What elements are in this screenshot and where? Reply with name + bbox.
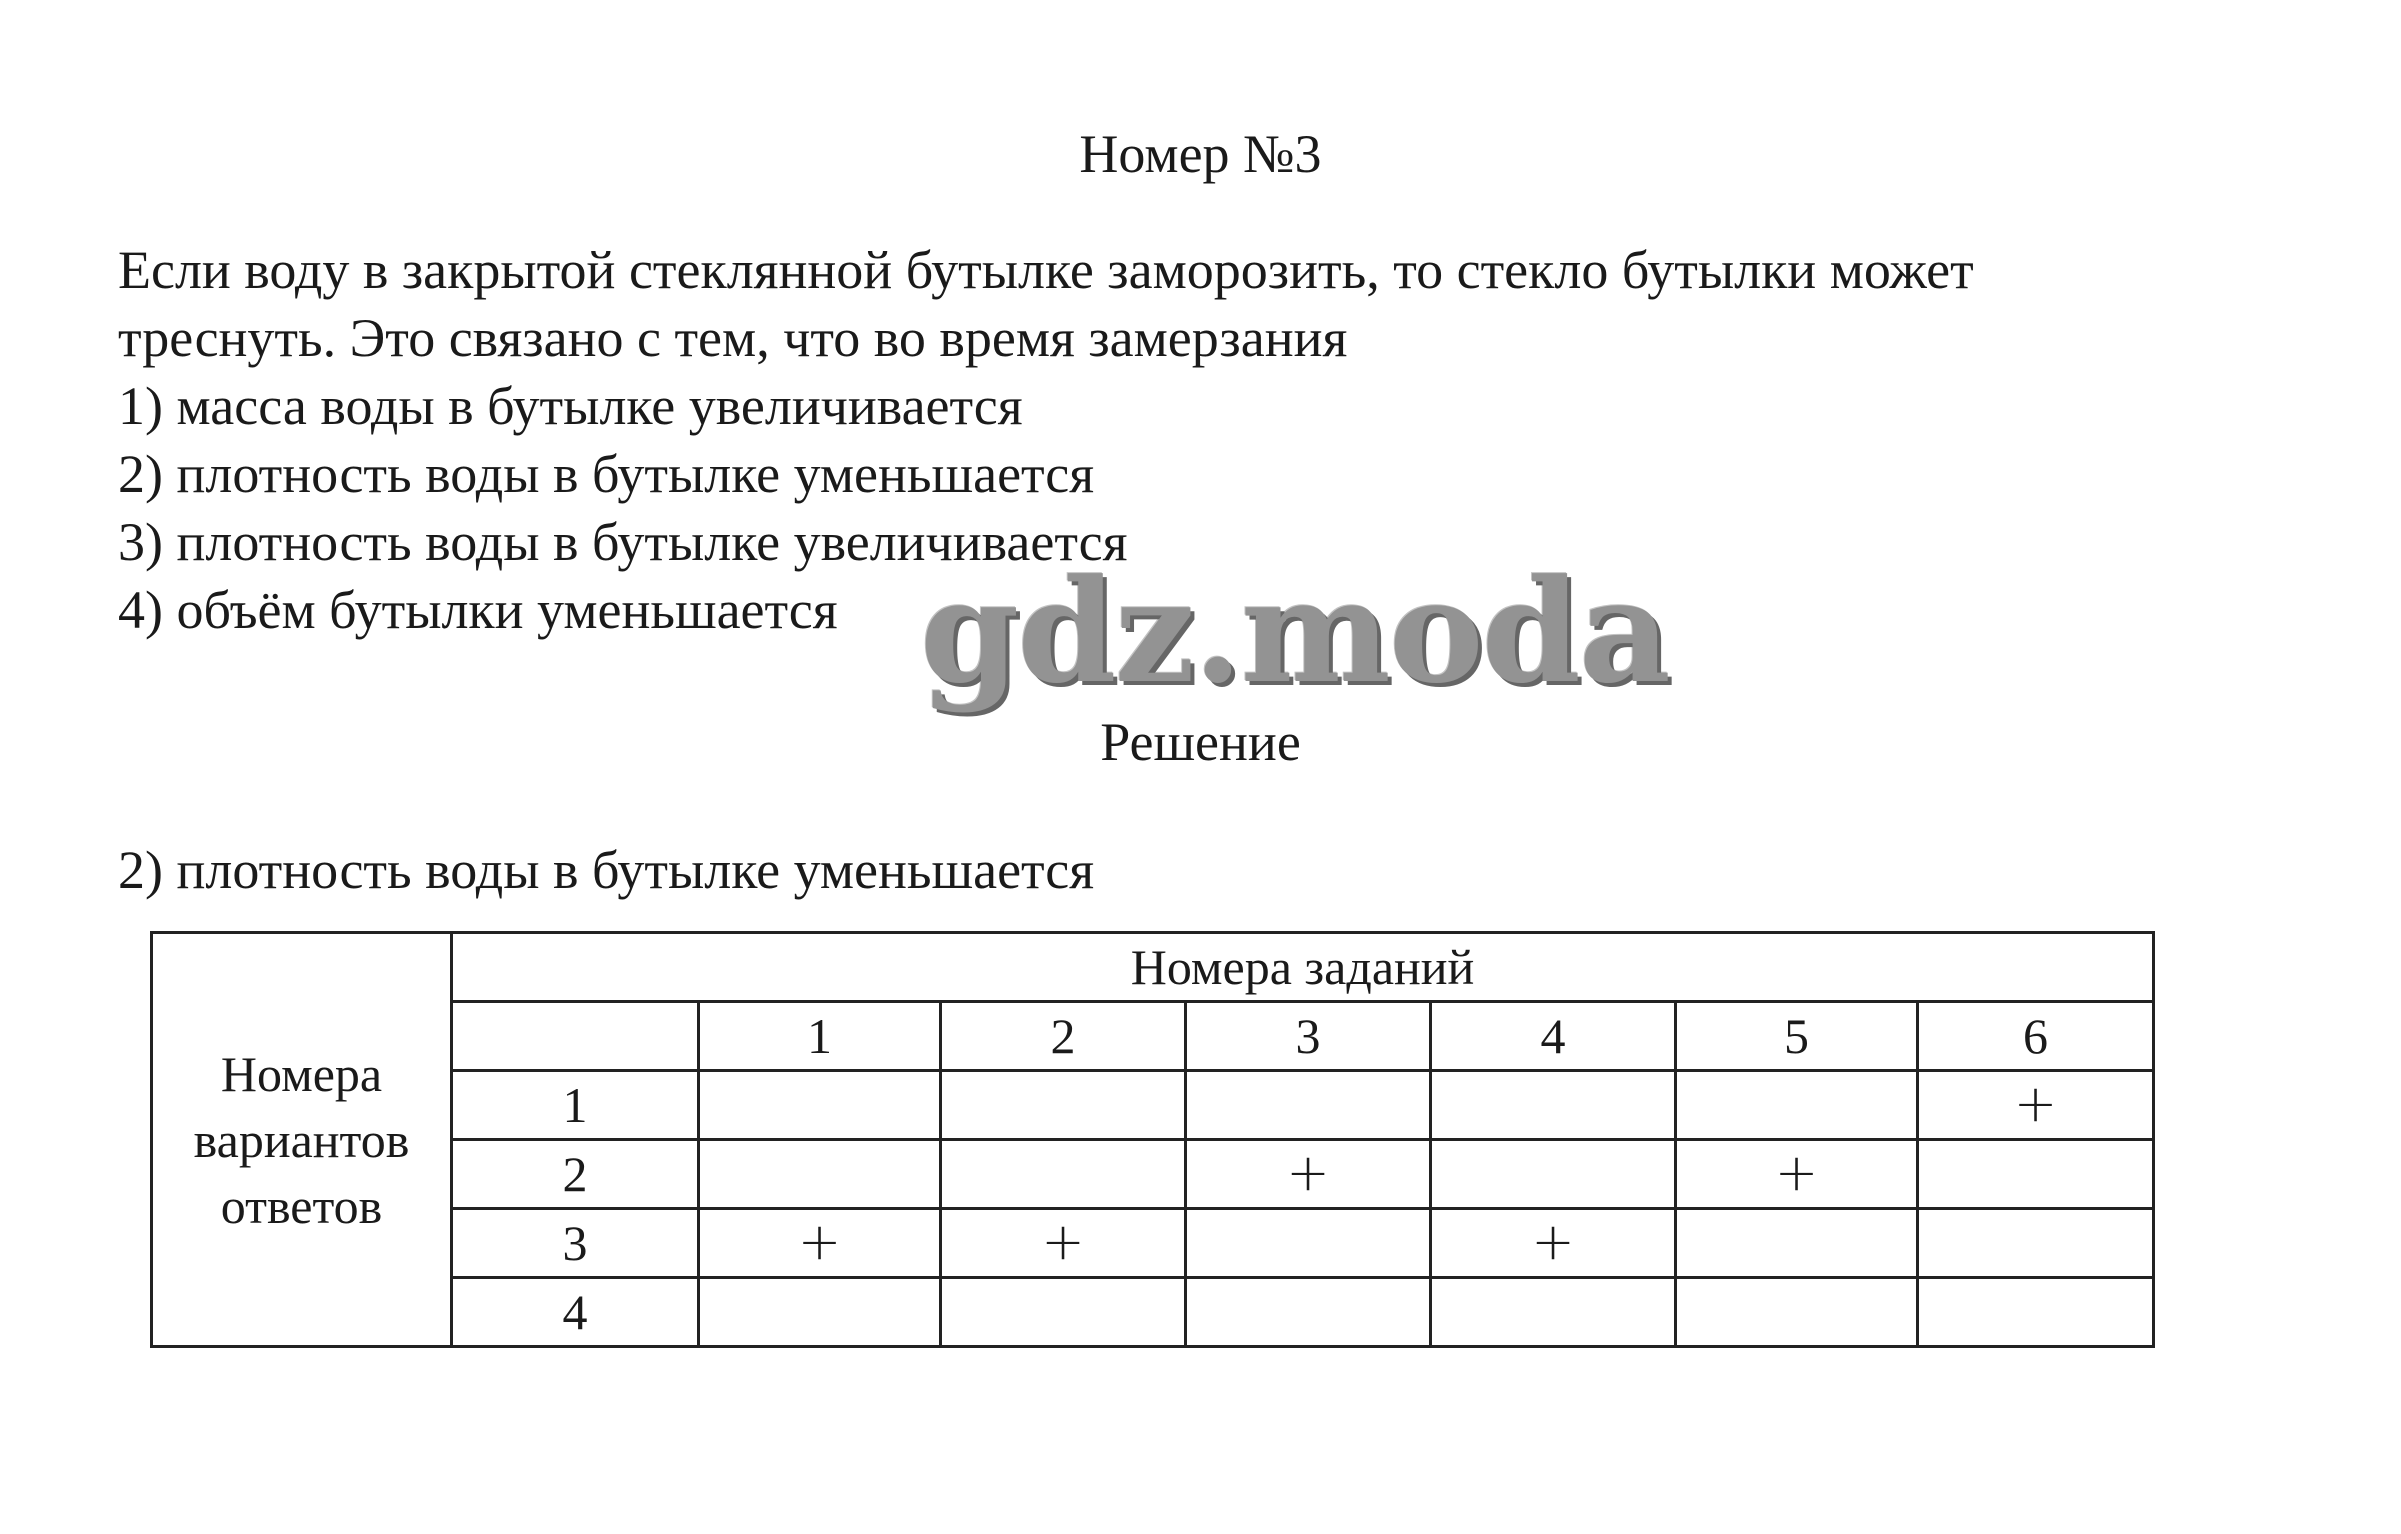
answer-option-2: 2) плотность воды в бутылке уменьшается (118, 444, 1095, 504)
row-header-label (152, 933, 452, 1347)
table-cell (1431, 1071, 1676, 1140)
table-row (152, 1278, 2154, 1347)
table-cell (1676, 1071, 1918, 1140)
table-cell (1676, 1209, 1918, 1278)
table-cell (941, 1071, 1186, 1140)
table-cell (1431, 1278, 1676, 1347)
column-number: 3 (1186, 1002, 1431, 1071)
answer-option-1: 1) масса воды в бутылке увеличивается (118, 376, 1023, 436)
table-cell: + (1918, 1071, 2154, 1140)
table-row (152, 1209, 2154, 1278)
problem-line: Если воду в закрытой стеклянной бутылке заморозить, то стекло бутылки может (118, 240, 1974, 300)
row-header-line: Номера (220, 1045, 383, 1102)
answer-table (150, 931, 2155, 1348)
column-number-row (152, 1002, 2154, 1071)
table-cell (699, 1140, 941, 1209)
row-header-line: ответов (220, 1177, 383, 1234)
table-cell: + (941, 1209, 1186, 1278)
row-number: 4 (452, 1278, 699, 1347)
table-row (152, 1140, 2154, 1209)
column-number: 6 (1918, 1002, 2154, 1071)
column-header-label: Номера заданий (452, 933, 2154, 1002)
table-cell (1186, 1071, 1431, 1140)
answer-option-3: 3) плотность воды в бутылке увеличивается (118, 512, 1128, 572)
column-number: 5 (1676, 1002, 1918, 1071)
table-row (152, 1071, 2154, 1140)
table-cell (941, 1140, 1186, 1209)
problem-line: треснуть. Это связано с тем, что во время замерзания (118, 308, 1348, 368)
table-cell (1431, 1140, 1676, 1209)
table-cell (1186, 1278, 1431, 1347)
table-cell (1676, 1278, 1918, 1347)
table-cell (1186, 1209, 1431, 1278)
column-number: 4 (1431, 1002, 1676, 1071)
solution-heading: Решение (1100, 712, 1301, 772)
row-number: 3 (452, 1209, 699, 1278)
table-cell: + (1186, 1140, 1431, 1209)
table-cell (1918, 1278, 2154, 1347)
table-cell: + (1431, 1209, 1676, 1278)
answer-option-4: 4) объём бутылки уменьшается (118, 580, 838, 640)
table-cell (941, 1278, 1186, 1347)
column-number: 1 (699, 1002, 941, 1071)
table-cell (699, 1278, 941, 1347)
row-number: 2 (452, 1140, 699, 1209)
row-number: 1 (452, 1071, 699, 1140)
row-header-line: вариантов (193, 1111, 410, 1168)
watermark-logo: gdz.moda (920, 549, 1669, 715)
table-cell (699, 1071, 941, 1140)
table-cell (1918, 1209, 2154, 1278)
table-cell: + (1676, 1140, 1918, 1209)
table-cell: + (699, 1209, 941, 1278)
table-cell (1918, 1140, 2154, 1209)
column-number: 2 (941, 1002, 1186, 1071)
solution-answer: 2) плотность воды в бутылке уменьшается (118, 840, 1095, 900)
corner-cell (452, 1002, 699, 1071)
problem-title: Номер №3 (1079, 124, 1322, 184)
